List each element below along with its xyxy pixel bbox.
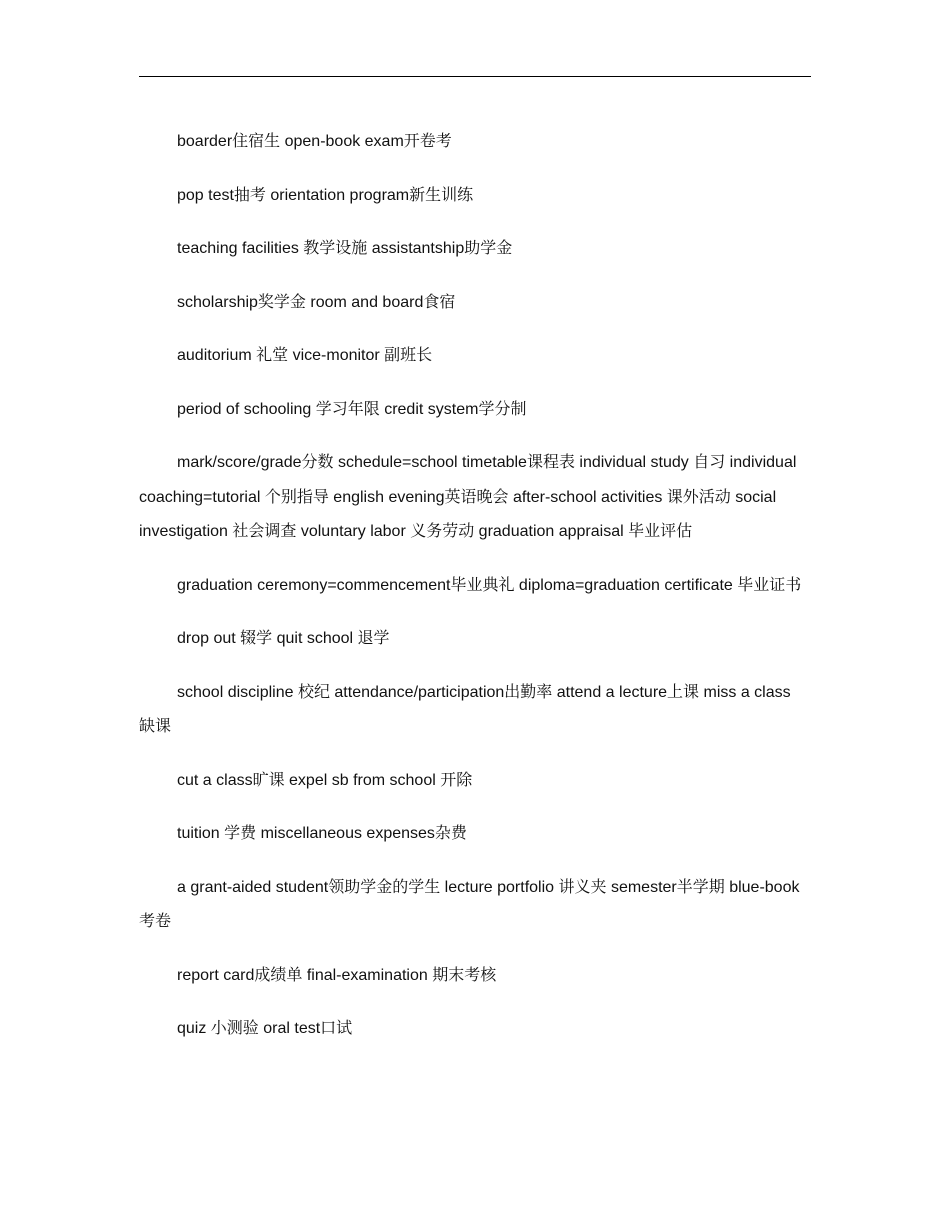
vocab-paragraph-9: drop out 辍学 quit school 退学: [177, 630, 390, 647]
vocab-paragraph-5: auditorium 礼堂 vice-monitor 副班长: [177, 347, 433, 364]
vocab-paragraph-15: quiz 小测验 oral test口试: [177, 1020, 353, 1037]
vocab-paragraph-11: cut a class旷课 expel sb from school 开除: [177, 771, 473, 789]
vocab-paragraph-13: a grant-aided student领助学金的学生 lecture portfolio 讲义夹 semester半学期 blue-book 考卷: [139, 878, 800, 930]
vocab-paragraph-2: pop test抽考 orientation program新生训练: [177, 186, 474, 204]
vocab-paragraph-14: report card成绩单 final-examination 期末考核: [177, 966, 497, 984]
vocab-paragraph-4: scholarship奖学金 room and board食宿: [177, 293, 456, 311]
vocab-paragraph-12: tuition 学费 miscellaneous expenses杂费: [177, 825, 467, 842]
vocab-paragraph-10: school discipline 校纪 attendance/participation出勤率 attend a lecture上课 miss a class缺课: [139, 683, 791, 735]
header-rule: [139, 76, 811, 77]
vocab-paragraph-8: graduation ceremony=commencement毕业典礼 diploma=graduation certificate 毕业证书: [177, 576, 802, 594]
vocab-paragraph-6: period of schooling 学习年限 credit system学分制: [177, 400, 527, 418]
vocab-paragraph-1: boarder住宿生 open-book exam开卷考: [177, 133, 452, 150]
vocab-paragraph-7: mark/score/grade分数 schedule=school timetable课程表 individual study 自习 individual coaching=tutorial 个别指导 english evening英语晚会 after-school activities 课外活动 social investigation 社会调查 voluntary labor 义务劳动 graduation appraisal 毕业评估: [139, 454, 797, 540]
document-body: [139, 125, 803, 1066]
vocab-paragraph-3: teaching facilities 教学设施 assistantship助学金: [177, 240, 513, 257]
